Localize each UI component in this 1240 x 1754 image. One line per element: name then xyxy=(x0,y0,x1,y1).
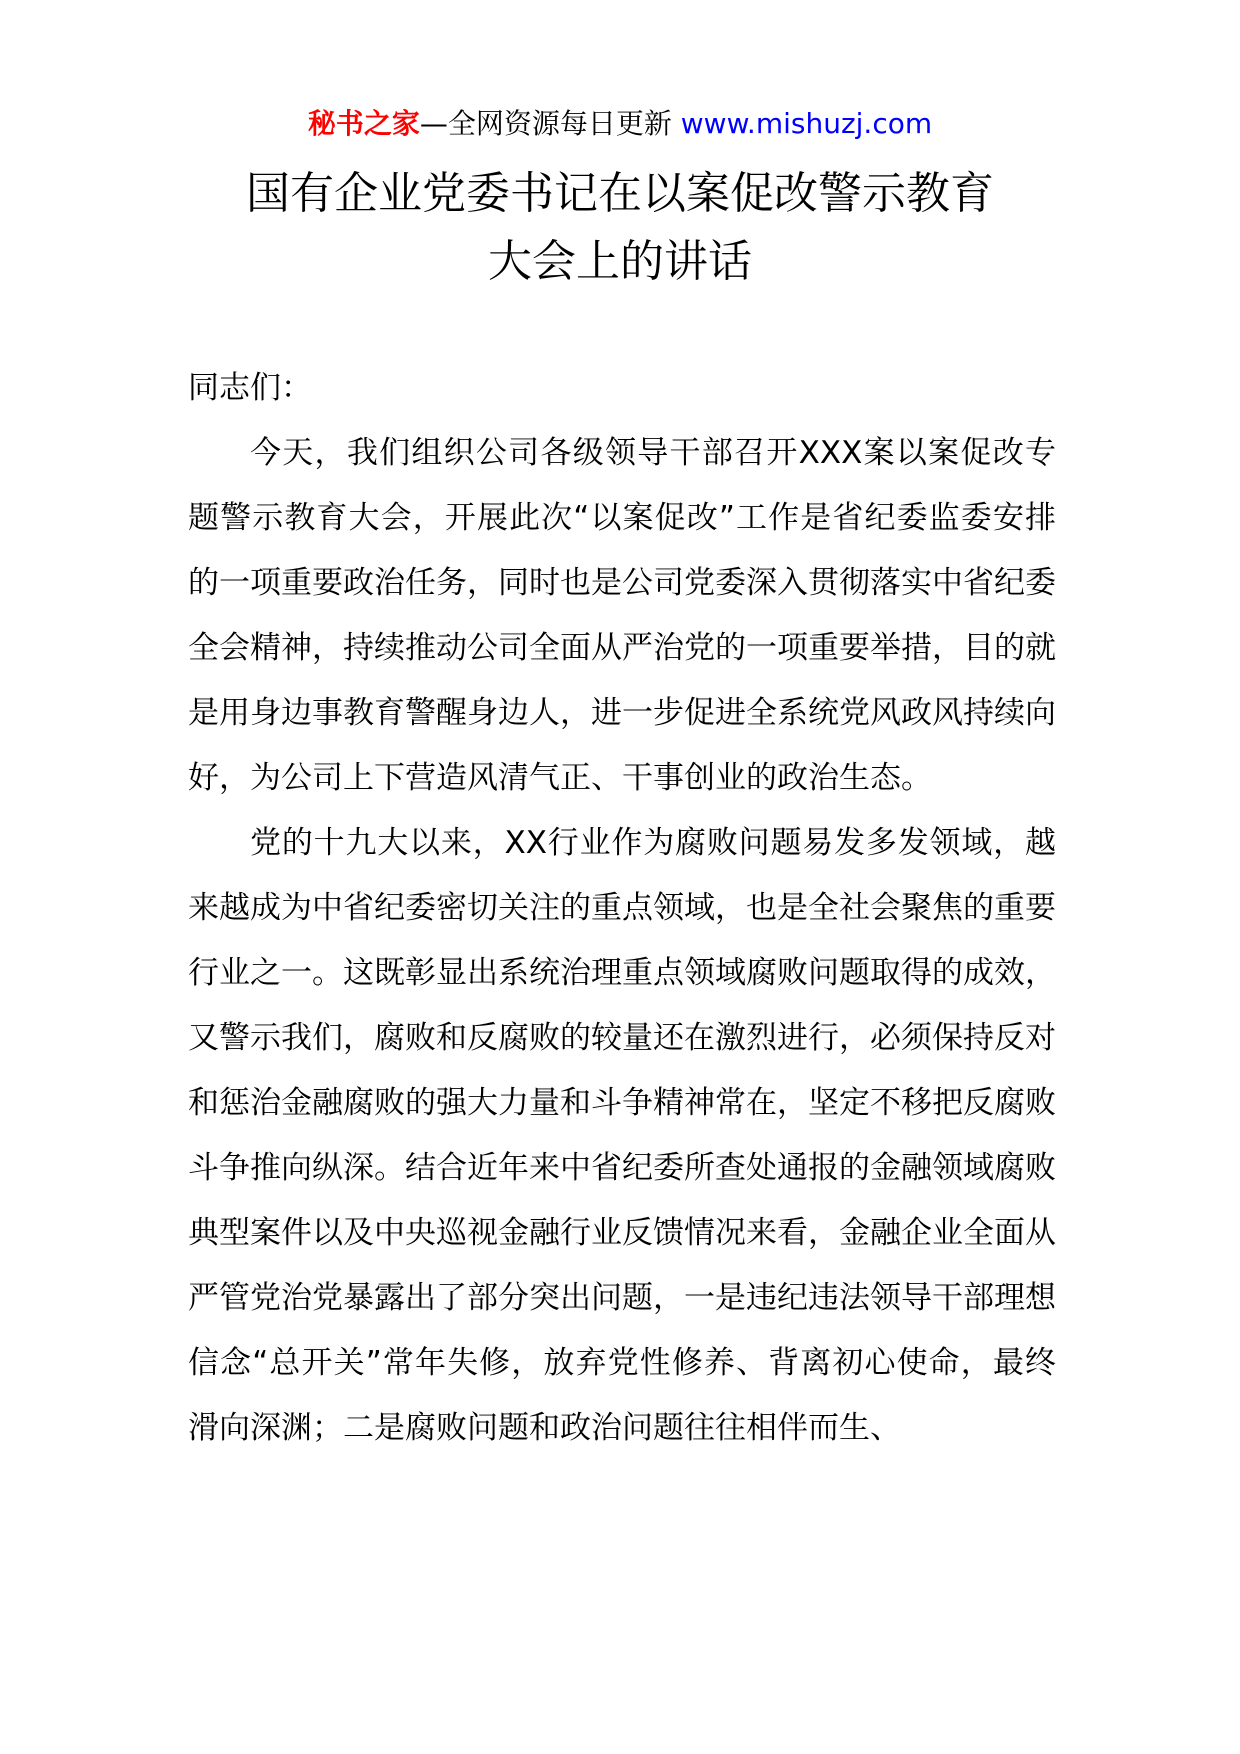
salutation: 同志们： xyxy=(188,370,312,406)
document-title xyxy=(0,160,1240,296)
document-body xyxy=(188,356,1056,1461)
title-line-2: 大会上的讲话 xyxy=(488,236,752,287)
body-paragraph-1: 今天，我们组织公司各级领导干部召开XXX案以案促改专题警示教育大会，开展此次“以案促改”工作是省纪委监委安排的一项重要政治任务，同时也是公司党委深入贯彻落实中省纪委全会精神，持续推动公司全面从严治党的一项重要举措，目的就是用身边事教育警醒身边人，进一步促进全系统党风政风持续向好，为公司上下营造风清气正、干事创业的政治生态。 xyxy=(188,435,1056,796)
header-url[interactable]: www.mishuzj.com xyxy=(680,107,933,140)
watermark-header xyxy=(0,100,1240,148)
title-line-1: 国有企业党委书记在以案促改警示教育 xyxy=(246,168,994,219)
brand-name: 秘书之家 xyxy=(307,107,420,140)
header-tagline: —全网资源每日更新 xyxy=(419,107,681,140)
body-paragraph-2: 党的十九大以来，XX行业作为腐败问题易发多发领域，越来越成为中省纪委密切关注的重点领域，也是全社会聚焦的重要行业之一。这既彰显出系统治理重点领域腐败问题取得的成效，又警示我们，腐败和反腐败的较量还在激烈进行，必须保持反对和惩治金融腐败的强大力量和斗争精神常在，坚定不移把反腐败斗争推向纵深。结合近年来中省纪委所查处通报的金融领域腐败典型案件以及中央巡视金融行业反馈情况来看，金融企业全面从严管党治党暴露出了部分突出问题，一是违纪违法领导干部理想信念“总开关”常年失修，放弃党性修养、背离初心使命，最终滑向深渊；二是腐败问题和政治问题往往相伴而生、 xyxy=(188,825,1056,1446)
